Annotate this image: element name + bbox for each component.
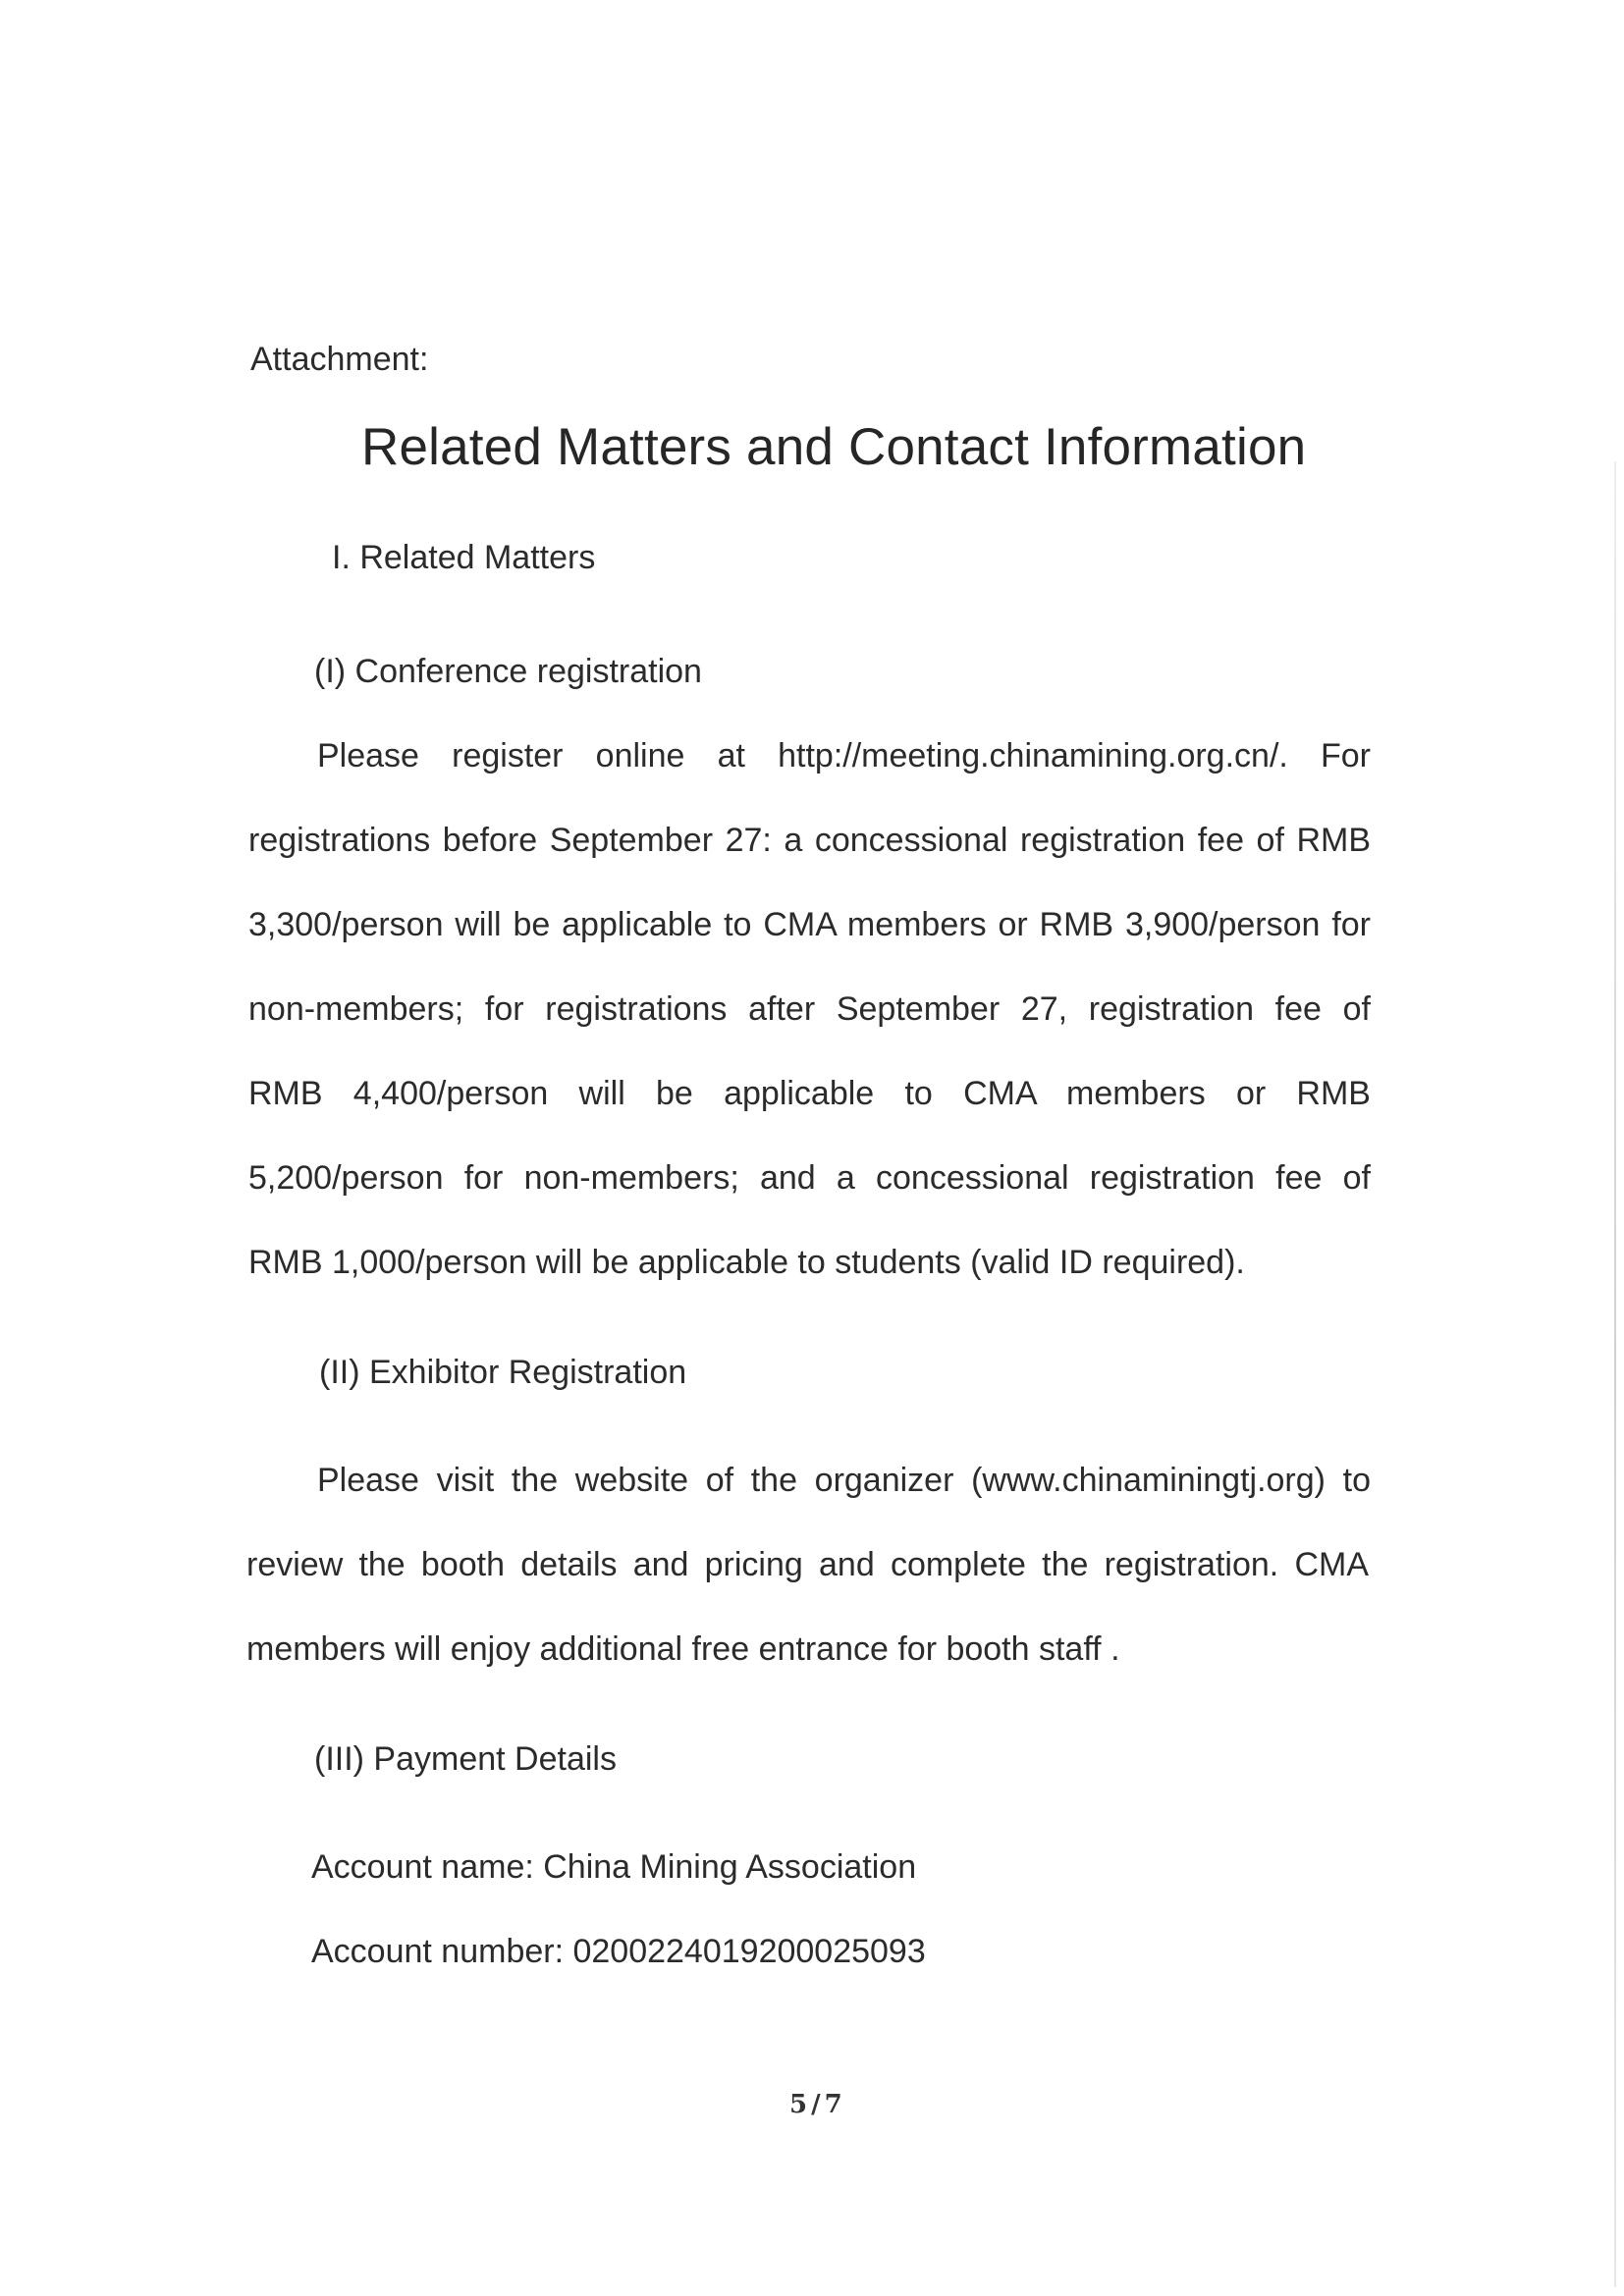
conference-paragraph-line: RMB 4,400/person will be applicable to CMA members or RMB	[248, 1075, 1371, 1112]
conference-paragraph-line: Please register online at http://meeting.chinamining.org.cn/. For	[317, 737, 1371, 774]
page-title: Related Matters and Contact Information	[361, 418, 1307, 476]
section-heading-related-matters: I. Related Matters	[332, 539, 596, 576]
page-number: 5/7	[789, 2090, 846, 2119]
account-name: Account name: China Mining Association	[311, 1848, 917, 1886]
exhibitor-paragraph-line: members will enjoy additional free entrance for booth staff .	[246, 1630, 1120, 1668]
conference-paragraph-line: RMB 1,000/person will be applicable to students (valid ID required).	[248, 1244, 1245, 1281]
conference-paragraph-line: 3,300/person will be applicable to CMA members or RMB 3,900/person for	[248, 906, 1371, 943]
exhibitor-registration-heading: (II) Exhibitor Registration	[319, 1354, 687, 1391]
exhibitor-paragraph-line: review the booth details and pricing and complete the registration. CMA	[246, 1546, 1369, 1583]
conference-paragraph-line: registrations before September 27: a concessional registration fee of RMB	[248, 822, 1371, 859]
payment-details-heading: (III) Payment Details	[314, 1740, 617, 1778]
conference-registration-heading: (I) Conference registration	[314, 653, 702, 690]
conference-paragraph-line: non-members; for registrations after September 27, registration fee of	[248, 990, 1371, 1028]
attachment-label: Attachment:	[250, 341, 429, 378]
account-number: Account number: 0200224019200025093	[311, 1933, 926, 1970]
conference-paragraph-line: 5,200/person for non-members; and a concessional registration fee of	[248, 1159, 1371, 1197]
scan-edge-decoration	[1614, 461, 1616, 2287]
exhibitor-paragraph-line: Please visit the website of the organizer (www.chinaminingtj.org) to	[317, 1462, 1371, 1499]
